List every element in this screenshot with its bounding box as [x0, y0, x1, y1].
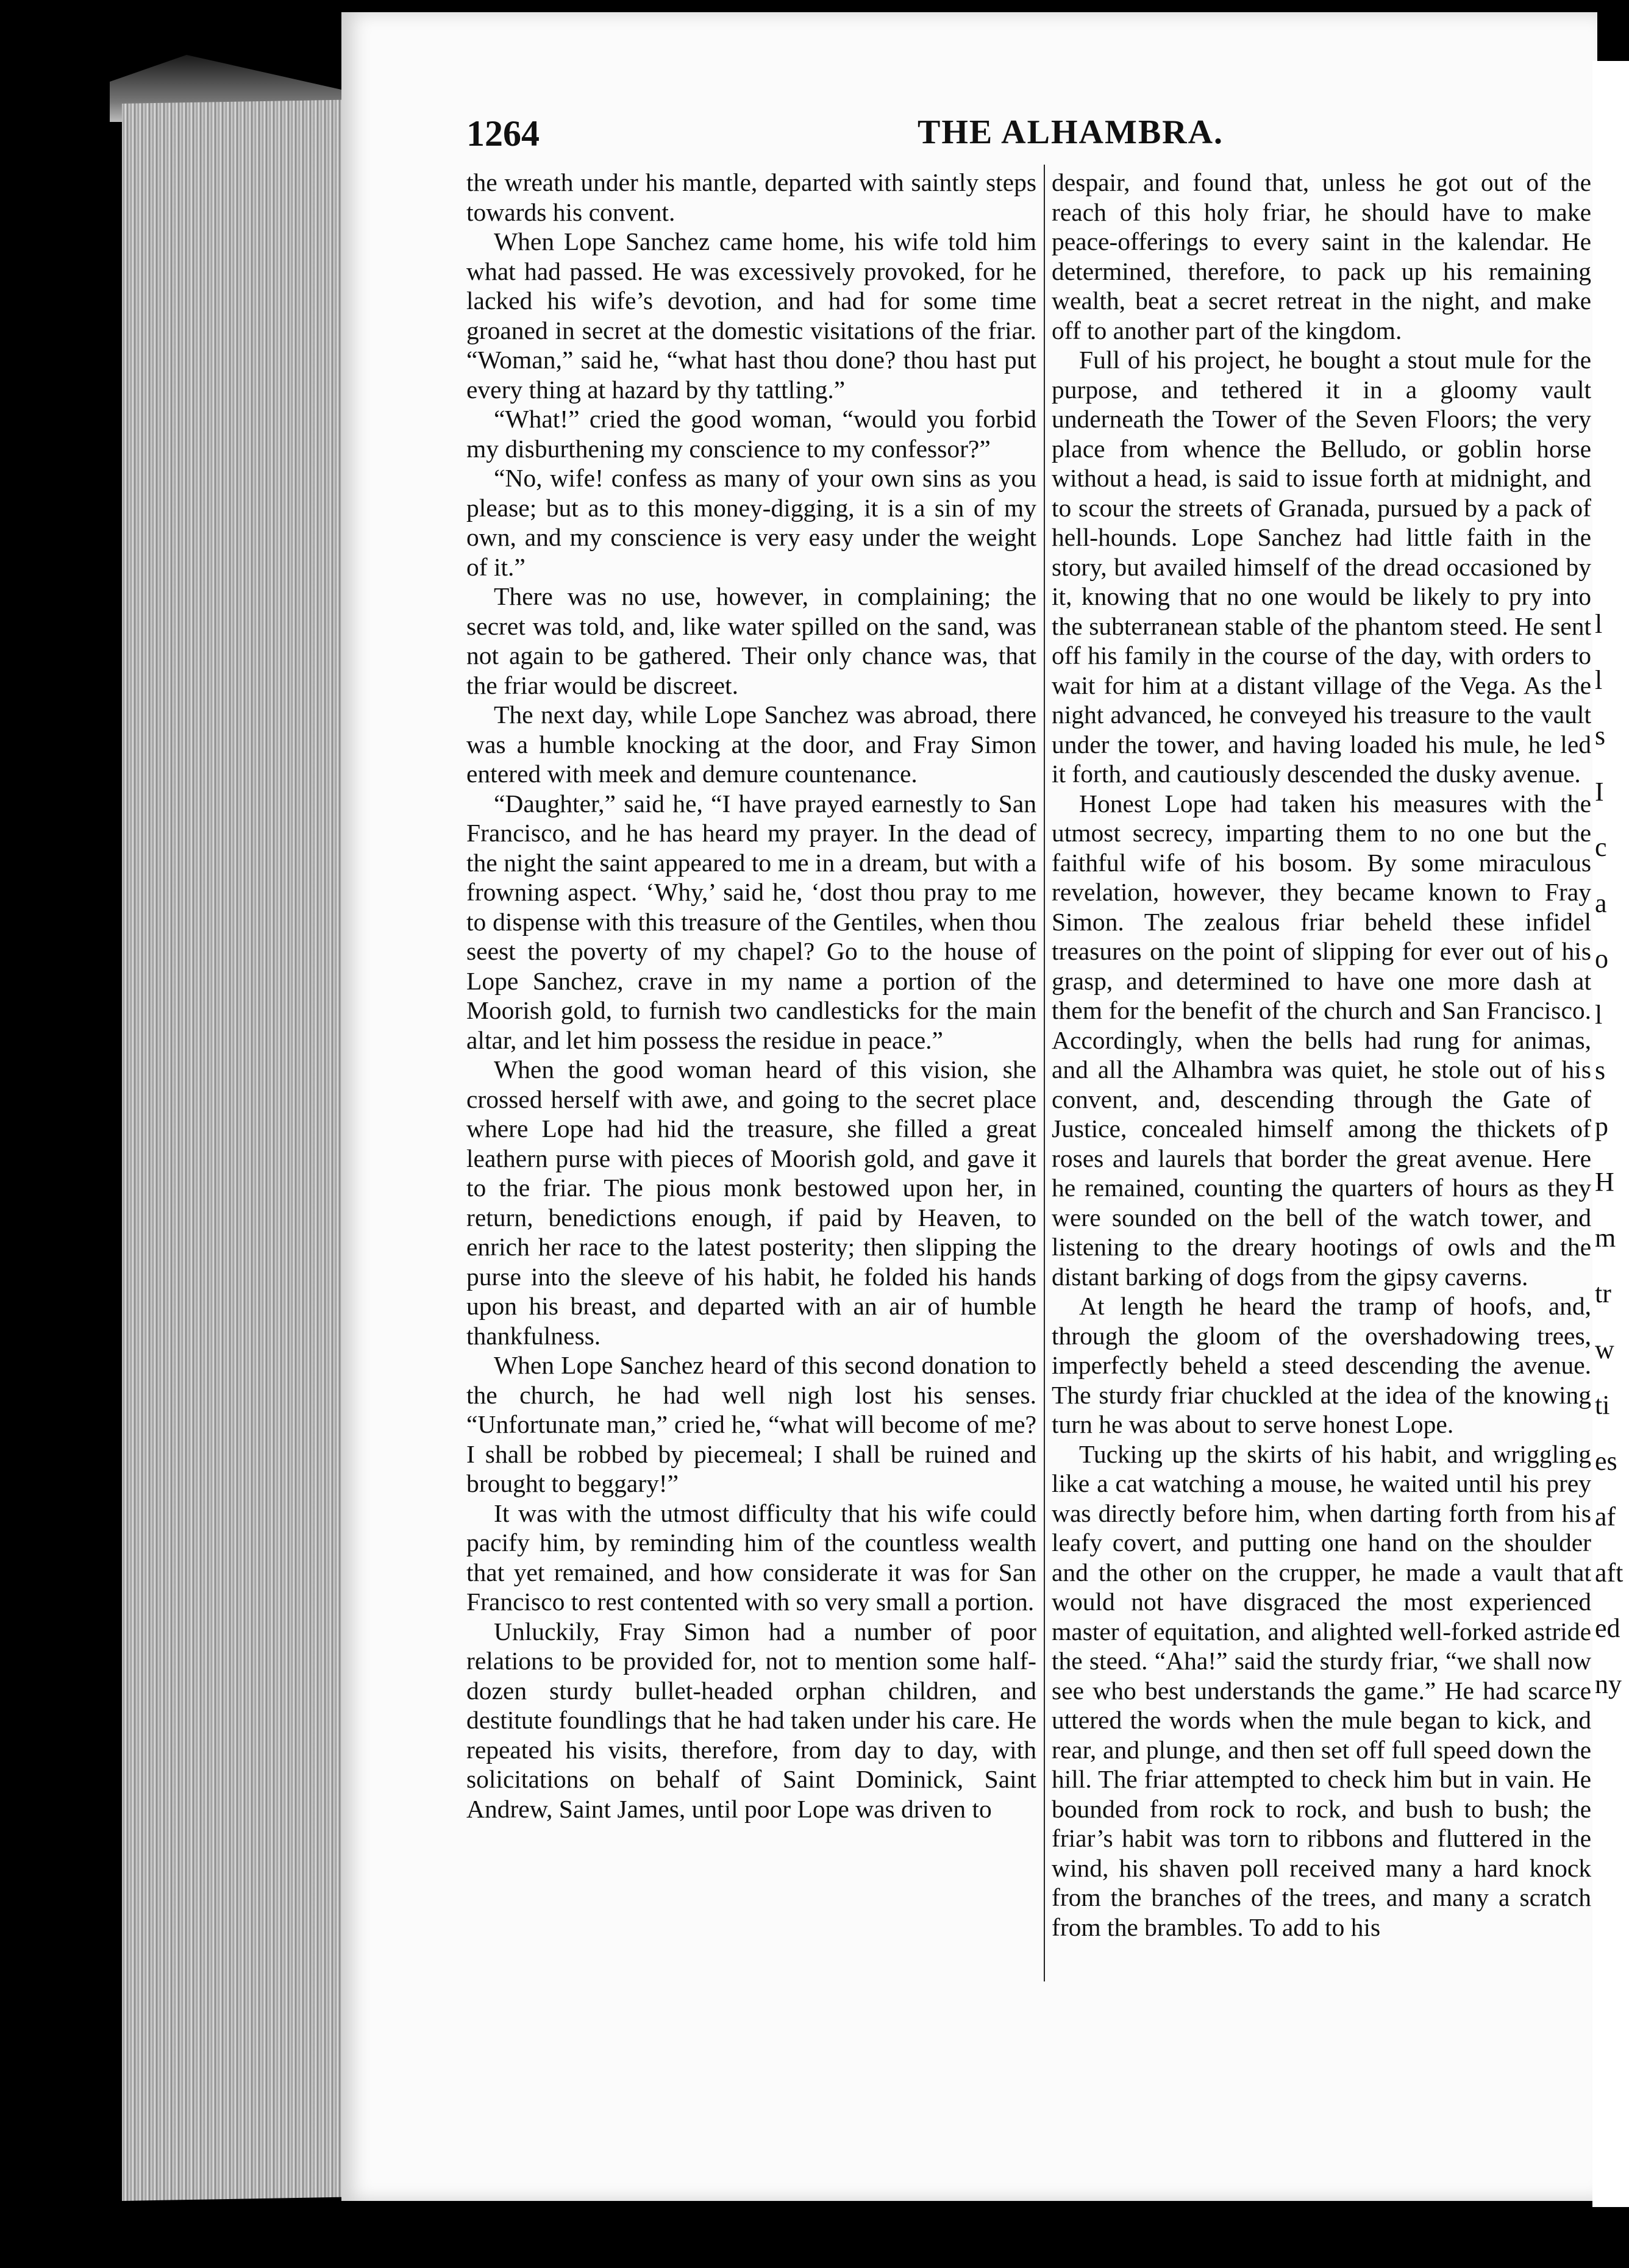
facing-page-fragment: o: [1595, 944, 1608, 974]
paragraph: Honest Lope had taken his measures with the utmost secrecy, imparting them to no one but the faithful wife of his bosom. By some miraculous revelation, however, they became known to Fray Simon. The zealous friar beheld these infidel treasures on the point of slipping for ever out of his grasp, and determined to have one more dash at them for the benefit of the church and San Francisco. Accordingly, when the bells had rung for animas, and all the Alhambra was quiet, he stole out of his convent, and, descending through the Gate of Justice, concealed himself among the thickets of roses and laurels that border the great avenue. Here he remained, counting the quarters of hours as they were sounded on the bell of the watch tower, and listening to the dreary hootings of owls and the distant barking of dogs from the gipsy caverns.: [1052, 789, 1591, 1291]
facing-page-fragment: aft: [1595, 1557, 1624, 1588]
column-divider: [1044, 165, 1045, 1981]
paragraph: When the good woman heard of this vision, she crossed herself with awe, and going to the secret place where Lope had hid the treasure, she filled a great leathern purse with pieces of Moorish gold, and gave it to the friar. The pious monk bestowed upon her, in return, benedictions enough, if paid by Heaven, to enrich her race to the latest posterity; then slipping the purse into the sleeve of his habit, he folded his hands upon his breast, and departed with an air of humble thankfulness.: [466, 1055, 1036, 1350]
facing-page-fragment: ny: [1595, 1669, 1622, 1699]
facing-page-edge: [1592, 61, 1629, 2207]
book-page-stack: [122, 99, 357, 2201]
paragraph: Unluckily, Fray Simon had a number of poor relations to be provided for, not to mention some half-dozen sturdy bullet-headed orphan children, and destitute foundlings that he had taken under his care. He repeated his visits, therefore, from day to day, with solicitations on behalf of Saint Dominick, Saint Andrew, Saint James, until poor Lope was driven to: [466, 1617, 1036, 1823]
facing-page-fragment: af: [1595, 1502, 1616, 1532]
paragraph: The next day, while Lope Sanchez was abroad, there was a humble knocking at the door, and Fray Simon entered with meek and demure countenance.: [466, 701, 1036, 788]
paragraph: “No, wife! confess as many of your own sins as you please; but as to this money-digging, it is a sin of my own, and my conscience is very easy under the weight of it.”: [466, 464, 1036, 581]
facing-page-fragment: ti: [1595, 1390, 1610, 1421]
paragraph: Tucking up the skirts of his habit, and wriggling like a cat watching a mouse, he waited until his prey was directly before him, when darting forth from his leafy covert, and putting one hand on the shoulder and the other on the crupper, he made a vault that would not have disgraced the most experienced master of equitation, and alighted well-forked astride the steed. “Aha!” said the sturdy friar, “we shall now see who best understands the game.” He had scarce uttered the words when the mule began to kick, and rear, and plunge, and then set off full speed down the hill. The friar attempted to check him but in vain. He bounded from rock to rock, and bush to bush; the friar’s habit was torn to ribbons and fluttered in the wind, his shaven poll received many a hard knock from the branches of the trees, and many a scratch from the brambles. To add to his: [1052, 1439, 1591, 1941]
paragraph: When Lope Sanchez heard of this second donation to the church, he had well nigh lost his senses. “Unfortunate man,” cried he, “what will become of me? I shall be robbed by piecemeal; I shall be ruined and brought to beggary!”: [466, 1351, 1036, 1497]
facing-page-fragment: ed: [1595, 1613, 1620, 1644]
facing-page-fragment: m: [1595, 1222, 1616, 1253]
facing-page-fragment: H: [1595, 1167, 1614, 1197]
paragraph: There was no use, however, in complaining; the secret was told, and, like water spilled on the sand, was not again to be gathered. Their only chance was, that the friar would be discreet.: [466, 582, 1036, 699]
facing-page-fragment: l: [1595, 999, 1603, 1030]
facing-page-fragment: tr: [1595, 1278, 1611, 1309]
facing-page-fragment: a: [1595, 888, 1607, 918]
facing-page-fragment: I: [1595, 776, 1604, 807]
paragraph: At length he heard the tramp of hoofs, and, through the gloom of the overshadowing trees, imperfectly beheld a steed descending the avenue. The sturdy friar chuckled at the idea of the knowing turn he was about to serve honest Lope.: [1052, 1292, 1591, 1438]
paragraph: despair, and found that, unless he got out of the reach of this holy friar, he should have to make peace-offerings to every saint in the kalendar. He determined, therefore, to pack up his remaining wealth, beat a secret retreat in the night, and make off to another part of the kingdom.: [1052, 168, 1591, 344]
facing-page-fragment: s: [1595, 721, 1606, 751]
paragraph: Full of his project, he bought a stout mule for the purpose, and tethered it in a gloomy vault underneath the Tower of the Seven Floors; the very place from whence the Belludo, or goblin horse without a head, is said to issue forth at midnight, and to scour the streets of Granada, pursued by a pack of hell-hounds. Lope Sanchez had little faith in the story, but availed himself of the dread occasioned by it, knowing that no one would be likely to pry into the subterranean stable of the phantom steed. He sent off his family in the course of the day, with orders to wait for him at a distant village of the Vega. As the night advanced, he conveyed his treasure to the vault under the tower, and having loaded his mule, he led it forth, and cautiously descended the dusky avenue.: [1052, 346, 1591, 788]
paragraph: the wreath under his mantle, departed with saintly steps towards his convent.: [466, 168, 1036, 226]
left-column: [466, 168, 1036, 1824]
running-head: THE ALHAMBRA.: [918, 113, 1224, 151]
facing-page-fragment: w: [1595, 1334, 1614, 1364]
page-header: [466, 113, 1613, 155]
facing-page-fragment: es: [1595, 1446, 1617, 1476]
page-number: 1264: [466, 113, 540, 154]
facing-page-fragment: l: [1595, 609, 1603, 639]
facing-page-fragment: p: [1595, 1111, 1608, 1141]
facing-page-fragment: l: [1595, 665, 1603, 695]
paragraph: It was with the utmost difficulty that his wife could pacify him, by reminding him of the countless wealth that yet remained, and how considerate it was for San Francisco to rest contented with so very small a portion.: [466, 1499, 1036, 1616]
paragraph: “Daughter,” said he, “I have prayed earnestly to San Francisco, and he has heard my prayer. In the dead of the night the saint appeared to me in a dream, but with a frowning aspect. ‘Why,’ said he, ‘dost thou pray to me to dispense with this treasure of the Gentiles, when thou seest the poverty of my chapel? Go to the house of Lope Sanchez, crave in my name a portion of the Moorish gold, to furnish two candlesticks for the main altar, and let him possess the residue in peace.”: [466, 789, 1036, 1054]
right-column: [1052, 168, 1591, 1942]
paragraph: “What!” cried the good woman, “would you forbid my disburthening my conscience to my confessor?”: [466, 405, 1036, 463]
facing-page-fragment: s: [1595, 1055, 1606, 1086]
paragraph: When Lope Sanchez came home, his wife told him what had passed. He was excessively provoked, for he lacked his wife’s devotion, and had for some time groaned in secret at the domestic visitations of the friar. “Woman,” said he, “what hast thou done? thou hast put every thing at hazard by thy tattling.”: [466, 227, 1036, 404]
facing-page-fragment: c: [1595, 832, 1607, 863]
